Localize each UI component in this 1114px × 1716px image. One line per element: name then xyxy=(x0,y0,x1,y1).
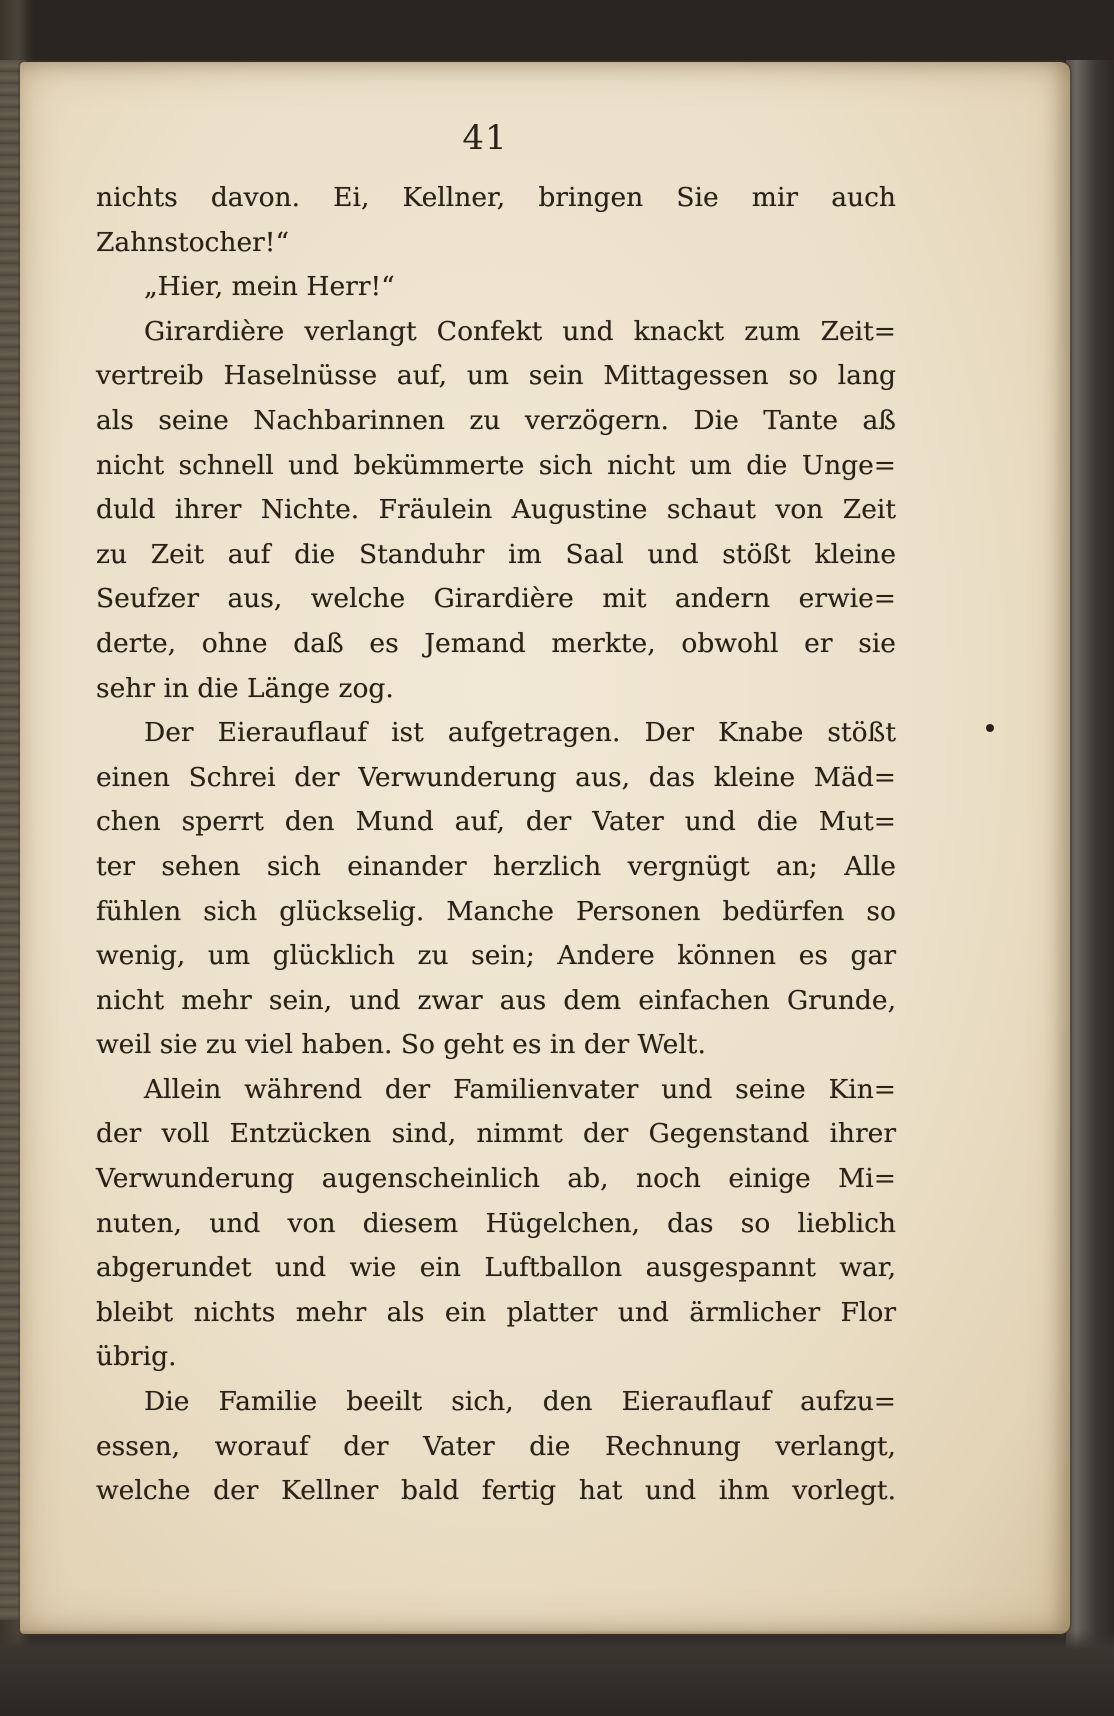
text-line: Girardière verlangt Confekt und knackt zum Zeit= xyxy=(144,315,896,347)
ink-speck xyxy=(986,724,994,732)
text-line: essen, worauf der Vater die Rechnung verlangt, xyxy=(96,1430,896,1462)
text-line: weil sie zu viel haben. So geht es in der Welt. xyxy=(96,1029,706,1061)
text-line: vertreib Haselnüsse auf, um sein Mittagessen so lang xyxy=(96,360,896,392)
text-line: Zahnstocher!“ xyxy=(96,226,290,258)
text-line: Seufzer aus, welche Girardière mit andern erwie= xyxy=(96,583,896,615)
text-line: einen Schrei der Verwunderung aus, das kleine Mäd= xyxy=(96,761,896,793)
text-line: „Hier, mein Herr!“ xyxy=(144,271,395,303)
text-line: abgerundet und wie ein Luftballon ausgespannt war, xyxy=(96,1252,896,1284)
text-line: nicht schnell und bekümmerte sich nicht um die Unge= xyxy=(96,449,896,481)
text-line: der voll Entzücken sind, nimmt der Gegenstand ihrer xyxy=(96,1118,896,1150)
text-line: Die Familie beeilt sich, den Eierauflauf aufzu= xyxy=(144,1386,896,1418)
text-line: ter sehen sich einander herzlich vergnügt an; Alle xyxy=(96,850,896,882)
text-line: derte, ohne daß es Jemand merkte, obwohl er sie xyxy=(96,627,896,659)
text-line: duld ihrer Nichte. Fräulein Augustine schaut von Zeit xyxy=(96,494,896,526)
text-line: als seine Nachbarinnen zu verzögern. Die Tante aß xyxy=(96,404,896,436)
body-text xyxy=(96,176,896,1514)
page-number: 41 xyxy=(462,118,508,158)
text-line: Allein während der Familienvater und seine Kin= xyxy=(144,1073,896,1105)
text-line: nuten, und von diesem Hügelchen, das so lieblich xyxy=(96,1207,896,1239)
bottom-binding-shadow xyxy=(0,1630,1114,1716)
text-line: Verwunderung augenscheinlich ab, noch einige Mi= xyxy=(96,1163,896,1195)
text-line: Der Eierauflauf ist aufgetragen. Der Knabe stößt xyxy=(144,717,896,749)
text-line: zu Zeit auf die Standuhr im Saal und stößt kleine xyxy=(96,538,896,570)
text-line: bleibt nichts mehr als ein platter und ärmlicher Flor xyxy=(96,1296,896,1328)
text-line: welche der Kellner bald fertig hat und ihm vorlegt. xyxy=(96,1475,896,1507)
book-cover-edge xyxy=(1066,60,1114,1660)
text-line: nicht mehr sein, und zwar aus dem einfachen Grunde, xyxy=(96,984,896,1016)
text-line: nichts davon. Ei, Kellner, bringen Sie mir auch xyxy=(96,182,896,213)
text-line: sehr in die Länge zog. xyxy=(96,672,394,704)
text-line: fühlen sich glückselig. Manche Personen bedürfen so xyxy=(96,895,896,927)
text-line: chen sperrt den Mund auf, der Vater und die Mut= xyxy=(96,806,896,838)
text-line: übrig. xyxy=(96,1341,177,1373)
text-line: wenig, um glücklich zu sein; Andere können es gar xyxy=(96,940,896,972)
